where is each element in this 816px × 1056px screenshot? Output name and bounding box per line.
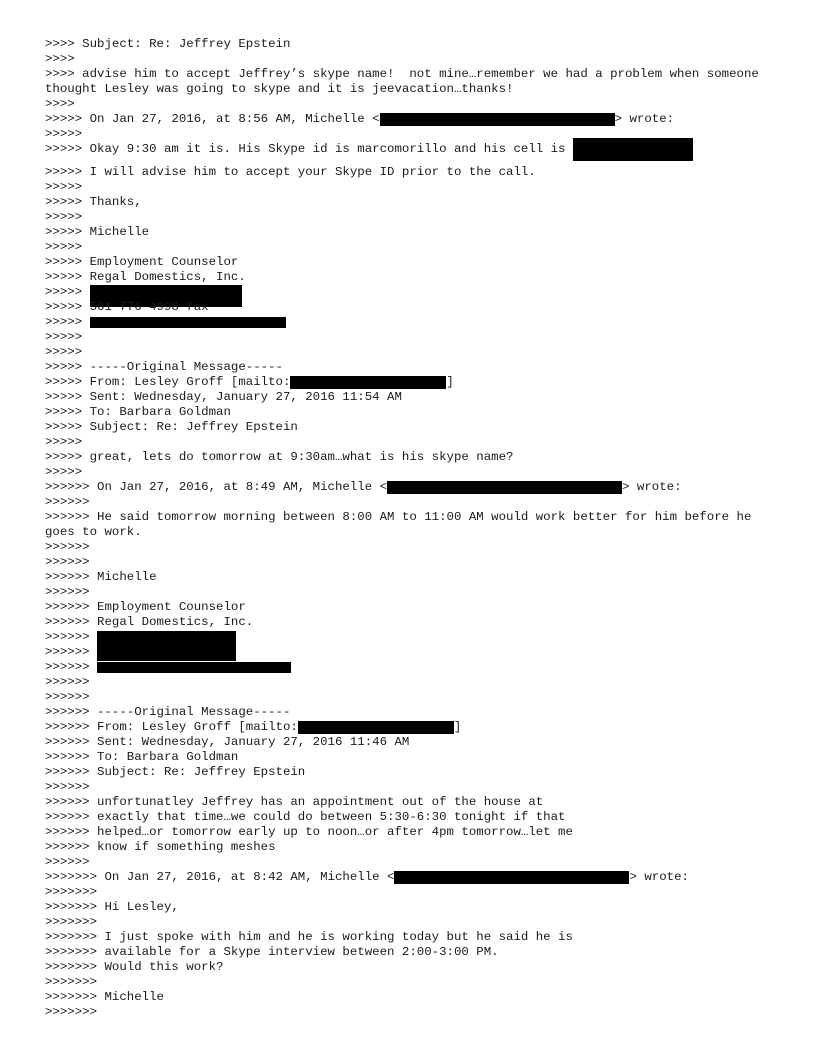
text-line: >>>>> great, lets do tomorrow at 9:30am…what is his skype name? — [45, 450, 514, 464]
text-line: >>>>>> — [45, 855, 90, 869]
text-segment: > wrote: — [622, 480, 682, 494]
text-line: >>>>> — [45, 435, 83, 449]
text-line — [45, 285, 775, 300]
text-line: >>>>>> Employment Counselor — [45, 600, 246, 614]
redaction-box — [290, 376, 446, 389]
text-segment: >>>>>>> On Jan 27, 2016, at 8:42 AM, Michelle < — [45, 870, 395, 884]
text-line: >>>>>> — [45, 690, 90, 704]
redaction-box — [394, 871, 629, 884]
text-line: >>>> Subject: Re: Jeffrey Epstein — [45, 37, 291, 51]
text-line: >>>>>> exactly that time…we could do between 5:30-6:30 tonight if that — [45, 810, 566, 824]
text-segment: > wrote: — [629, 870, 689, 884]
text-segment: ] — [446, 375, 454, 389]
text-line: >>>>> — [45, 180, 83, 194]
text-line: >>>>> — [45, 240, 83, 254]
text-line: >>>>>> — [45, 780, 90, 794]
redaction-box — [298, 721, 454, 734]
text-line: >>>> advise him to accept Jeffrey’s skype name! not mine…remember we had a problem when someone thought Lesley was going to skype and it is jeevacation…thanks! — [45, 67, 767, 96]
text-line: >>>>>> -----Original Message----- — [45, 705, 291, 719]
text-line: >>>>>>> — [45, 1005, 98, 1019]
text-line: >>>>>> Subject: Re: Jeffrey Epstein — [45, 765, 306, 779]
text-line — [45, 630, 775, 645]
text-line: >>>>>> Michelle — [45, 570, 157, 584]
text-line: >>>>>> — [45, 495, 90, 509]
text-line — [45, 142, 775, 165]
text-line — [45, 660, 775, 675]
text-line: >>>>> To: Barbara Goldman — [45, 405, 231, 419]
text-segment: >>>>>> From: Lesley Groff [mailto: — [45, 720, 298, 734]
text-line: >>>>> — [45, 330, 83, 344]
text-line: >>>>> Thanks, — [45, 195, 142, 209]
text-line — [45, 375, 775, 390]
text-line: >>>>> — [45, 345, 83, 359]
email-document — [45, 37, 775, 1020]
text-line: >>>>>> Regal Domestics, Inc. — [45, 615, 254, 629]
text-segment: >>>>> — [45, 285, 90, 299]
text-line: >>>>> Employment Counselor — [45, 255, 239, 269]
text-line: >>>>>> He said tomorrow morning between 8:00 AM to 11:00 AM would work better for him before he goes to work. — [45, 510, 759, 539]
text-line: >>>>> -----Original Message----- — [45, 360, 283, 374]
text-line: >>>>>> helped…or tomorrow early up to noon…or after 4pm tomorrow…let me — [45, 825, 573, 839]
text-line: >>>>> 561 776 4998 fax — [45, 300, 209, 314]
text-line: >>>>> — [45, 127, 83, 141]
text-line: >>>>>> — [45, 675, 90, 689]
text-line: >>>>>>> — [45, 975, 98, 989]
text-line — [45, 315, 775, 330]
text-line: >>>>> — [45, 210, 83, 224]
text-line: >>>>> Regal Domestics, Inc. — [45, 270, 246, 284]
text-line: >>>>>> — [45, 540, 90, 554]
redaction-box — [387, 481, 622, 494]
text-line: >>>>> Sent: Wednesday, January 27, 2016 11:54 AM — [45, 390, 402, 404]
text-segment: >>>>> From: Lesley Groff [mailto: — [45, 375, 291, 389]
text-line: >>>>>> know if something meshes — [45, 840, 276, 854]
text-line: >>>>>>> Would this work? — [45, 960, 224, 974]
text-line: >>>>>>> I just spoke with him and he is working today but he said he is — [45, 930, 573, 944]
text-line — [45, 720, 775, 735]
text-line — [45, 480, 775, 495]
redaction-box — [380, 113, 615, 126]
text-line — [45, 112, 775, 127]
text-line: >>>>>> To: Barbara Goldman — [45, 750, 239, 764]
text-segment: > wrote: — [614, 112, 675, 126]
text-line: >>>>> — [45, 465, 83, 479]
text-line: >>>> — [45, 52, 75, 66]
redaction-box — [90, 317, 286, 328]
text-line: >>>>>>> Hi Lesley, — [45, 900, 179, 914]
text-segment: >>>>> On Jan 27, 2016, at 8:56 AM, Michelle < — [45, 112, 380, 126]
text-line: >>>>>>> Michelle — [45, 990, 164, 1004]
text-line: >>>>>> unfortunatley Jeffrey has an appointment out of the house at — [45, 795, 544, 809]
text-segment: >>>>> — [45, 315, 90, 329]
text-line: >>>>>> — [45, 645, 98, 659]
text-line: >>>>>>> available for a Skype interview between 2:00-3:00 PM. — [45, 945, 499, 959]
text-segment: >>>>> Okay 9:30 am it is. His Skype id is marcomorillo and his cell is — [45, 142, 573, 156]
redaction-box — [97, 662, 291, 673]
text-line: >>>>>> Sent: Wednesday, January 27, 2016 11:46 AM — [45, 735, 410, 749]
redaction-box — [573, 138, 693, 161]
text-segment: >>>>>> — [45, 630, 98, 644]
text-line: >>>>> I will advise him to accept your Skype ID prior to the call. — [45, 165, 536, 179]
text-line: >>>> — [45, 97, 75, 111]
text-line — [45, 870, 775, 885]
text-line: >>>>> Subject: Re: Jeffrey Epstein — [45, 420, 298, 434]
text-line: >>>>> Michelle — [45, 225, 150, 239]
text-segment: >>>>>> — [45, 660, 98, 674]
text-line: >>>>>>> — [45, 885, 98, 899]
text-segment: ] — [453, 720, 462, 734]
text-line: >>>>>> — [45, 555, 90, 569]
text-line: >>>>>> — [45, 585, 90, 599]
text-segment: >>>>>> On Jan 27, 2016, at 8:49 AM, Michelle < — [45, 480, 388, 494]
text-line: >>>>>>> — [45, 915, 98, 929]
